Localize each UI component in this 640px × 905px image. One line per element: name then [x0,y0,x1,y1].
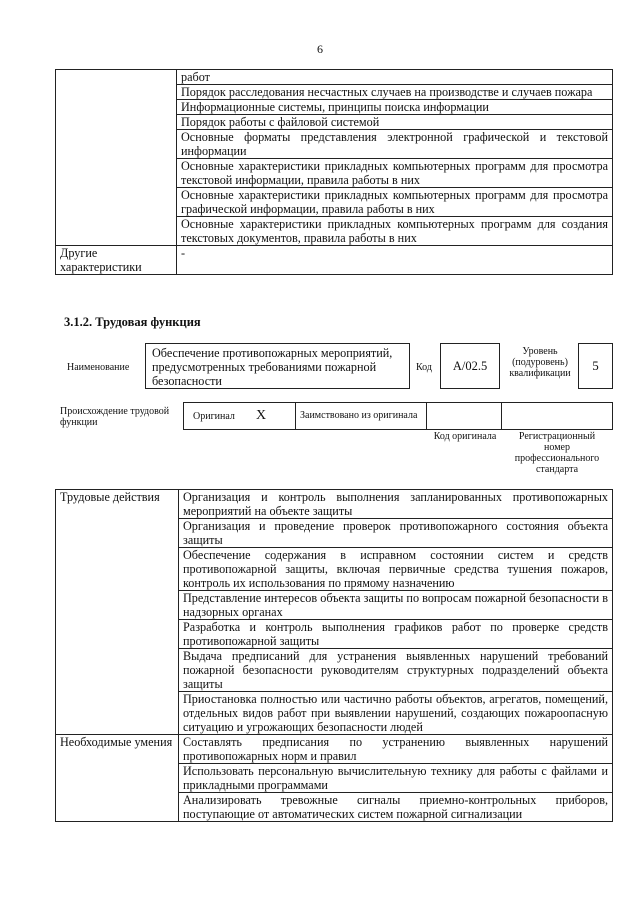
table-cell: Выдача предписаний для устранения выявленных нарушений требований пожарной безопасности руководителям структурных подразделений объекта защиты [179,649,613,692]
original-mark: X [256,408,267,423]
labor-actions-label: Трудовые действия [56,490,179,735]
table-cell: Основные форматы представления электронной графической и текстовой информации [177,130,613,159]
table-cell: Порядок работы с файловой системой [177,115,613,130]
table-cell: Разработка и контроль выполнения графиков работ по проверке средств противопожарной защиты [179,620,613,649]
level-box [578,343,613,389]
table-cell: Информационные системы, принципы поиска информации [177,100,613,115]
table-cell: Основные характеристики прикладных компьютерных программ для просмотра текстовой информации, правила работы в них [177,159,613,188]
function-code-box [440,343,500,389]
table-cell: Приостановка полностью или частично работы объектов, агрегатов, помещений, отдельных видов работ при выявлении нарушений, создающих пожароопасную ситуацию и угрожающих безопасности людей [179,692,613,735]
table-cell: Основные характеристики прикладных компьютерных программ для создания текстовых документов, правила работы в них [177,217,613,246]
table-row [56,70,613,85]
reg-number-box [501,402,613,430]
code-original-box [426,402,502,430]
origin-label: Происхождение трудовой функции [60,406,170,428]
knowledge-table [55,69,613,275]
table-cell: работ [177,70,613,85]
other-characteristics-label: Другие характеристики [56,246,177,275]
skills-label: Необходимые умения [56,735,179,822]
table-cell: Использовать персональную вычислительную технику для работы с файлами и прикладными программами [179,764,613,793]
function-name-box [145,343,410,389]
code-original-caption: Код оригинала [433,431,497,442]
table-row [56,246,613,275]
table-cell: Представление интересов объекта защиты по вопросам пожарной безопасности в надзорных органах [179,591,613,620]
labor-actions-table [55,489,613,822]
reg-number-caption: Регистрационный номер профессионального стандарта [514,431,600,475]
table-cell: Организация и проведение проверок противопожарного состояния объекта защиты [179,519,613,548]
function-name-value: Обеспечение противопожарных мероприятий, предусмотренных требованиями пожарной безопасности [152,346,393,388]
table-row [56,490,613,519]
function-code-value: A/02.5 [452,358,488,373]
level-value: 5 [592,358,599,373]
section-title: 3.1.2. Трудовая функция [64,315,201,329]
other-characteristics-value: - [177,246,613,275]
table-cell: Организация и контроль выполнения запланированных противопожарных мероприятий на объекте защиты [179,490,613,519]
table-row [56,735,613,764]
table-cell: Анализировать тревожные сигналы приемно-контрольных приборов, поступающие от автоматических систем пожарной сигнализации [179,793,613,822]
table-cell: Основные характеристики прикладных компьютерных программ для просмотра графической информации, правила работы в них [177,188,613,217]
borrowed-box [295,402,427,430]
name-label: Наименование [67,362,130,373]
code-label: Код [416,362,432,373]
label-cell-empty [56,70,177,246]
original-box [183,402,296,430]
table-cell: Обеспечение содержания в исправном состоянии систем и средств противопожарной защиты, включая первичные средства тушения пожаров, контроль их использования по прямому назначению [179,548,613,591]
borrowed-label: Заимствовано из оригинала [300,410,418,421]
page-number: 6 [317,42,323,56]
level-label: Уровень (подуровень) квалификации [509,346,571,379]
table-cell: Составлять предписания по устранению выявленных нарушений противопожарных норм и правил [179,735,613,764]
table-cell: Порядок расследования несчастных случаев на производстве и случаев пожара [177,85,613,100]
original-label: Оригинал [193,411,235,422]
